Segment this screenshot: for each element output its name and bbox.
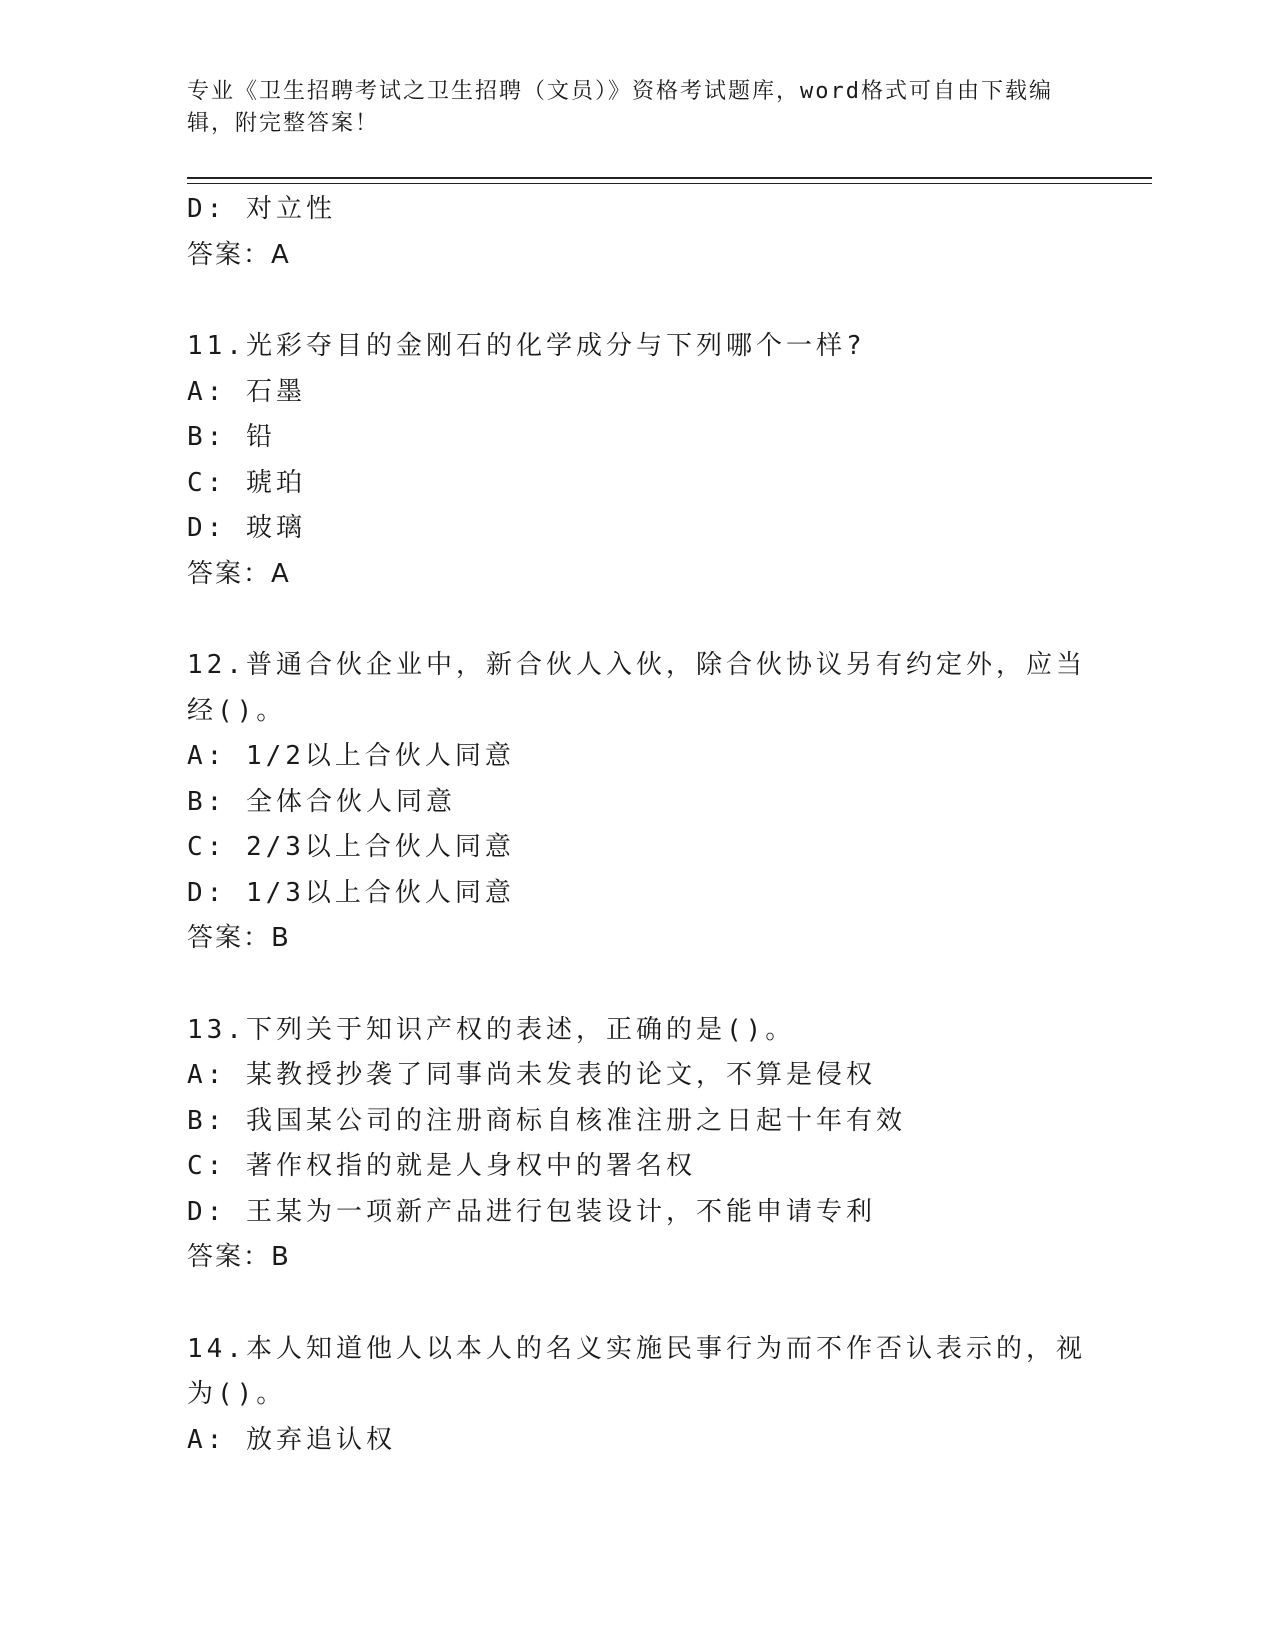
question-stem-13: 13.下列关于知识产权的表述，正确的是()。 xyxy=(187,1014,796,1045)
spacer xyxy=(187,597,1087,643)
question-list xyxy=(187,187,1087,1463)
option-c: C: 著作权指的就是人身权中的署名权 xyxy=(187,1151,696,1181)
spacer xyxy=(187,278,1087,324)
option-b: B: 我国某公司的注册商标自核准注册之日起十年有效 xyxy=(187,1105,906,1136)
option-a: A: 放弃追认权 xyxy=(187,1424,396,1455)
answer-line: 答案：B xyxy=(187,1242,291,1272)
option-c: C: 琥珀 xyxy=(187,467,306,498)
option-d: D: 玻璃 xyxy=(187,513,306,543)
question-stem-11: 11.光彩夺目的金刚石的化学成分与下列哪个一样? xyxy=(187,331,866,361)
document-header: 专业《卫生招聘考试之卫生招聘（文员）》资格考试题库，word格式可自由下载编辑，附完整答案！ xyxy=(187,79,1053,136)
option-a: A: 石墨 xyxy=(187,376,306,407)
answer-line: 答案：A xyxy=(187,239,291,270)
option-b: B: 铅 xyxy=(187,422,276,452)
spacer xyxy=(187,962,1087,1008)
question-stem-14: 14.本人知道他人以本人的名义实施民事行为而不作否认表示的，视为()。 xyxy=(187,1333,1086,1409)
option-a: A: 某教授抄袭了同事尚未发表的论文，不算是侵权 xyxy=(187,1060,876,1090)
question-stem-12: 12.普通合伙企业中，新合伙人入伙，除合伙协议另有约定外，应当经()。 xyxy=(187,650,1086,726)
option-a: A: 1/2以上合伙人同意 xyxy=(187,741,515,771)
option-d: D: 王某为一项新产品进行包装设计，不能申请专利 xyxy=(187,1196,876,1227)
option-d: D: 1/3以上合伙人同意 xyxy=(187,877,515,908)
option-c: C: 2/3以上合伙人同意 xyxy=(187,832,515,862)
answer-line: 答案：B xyxy=(187,923,291,953)
option-d: D: 对立性 xyxy=(187,194,336,224)
answer-line: 答案：A xyxy=(187,558,291,589)
header-divider-thin xyxy=(187,183,1152,184)
option-b: B: 全体合伙人同意 xyxy=(187,786,456,817)
header-divider-thick xyxy=(187,177,1152,179)
spacer xyxy=(187,1281,1087,1327)
